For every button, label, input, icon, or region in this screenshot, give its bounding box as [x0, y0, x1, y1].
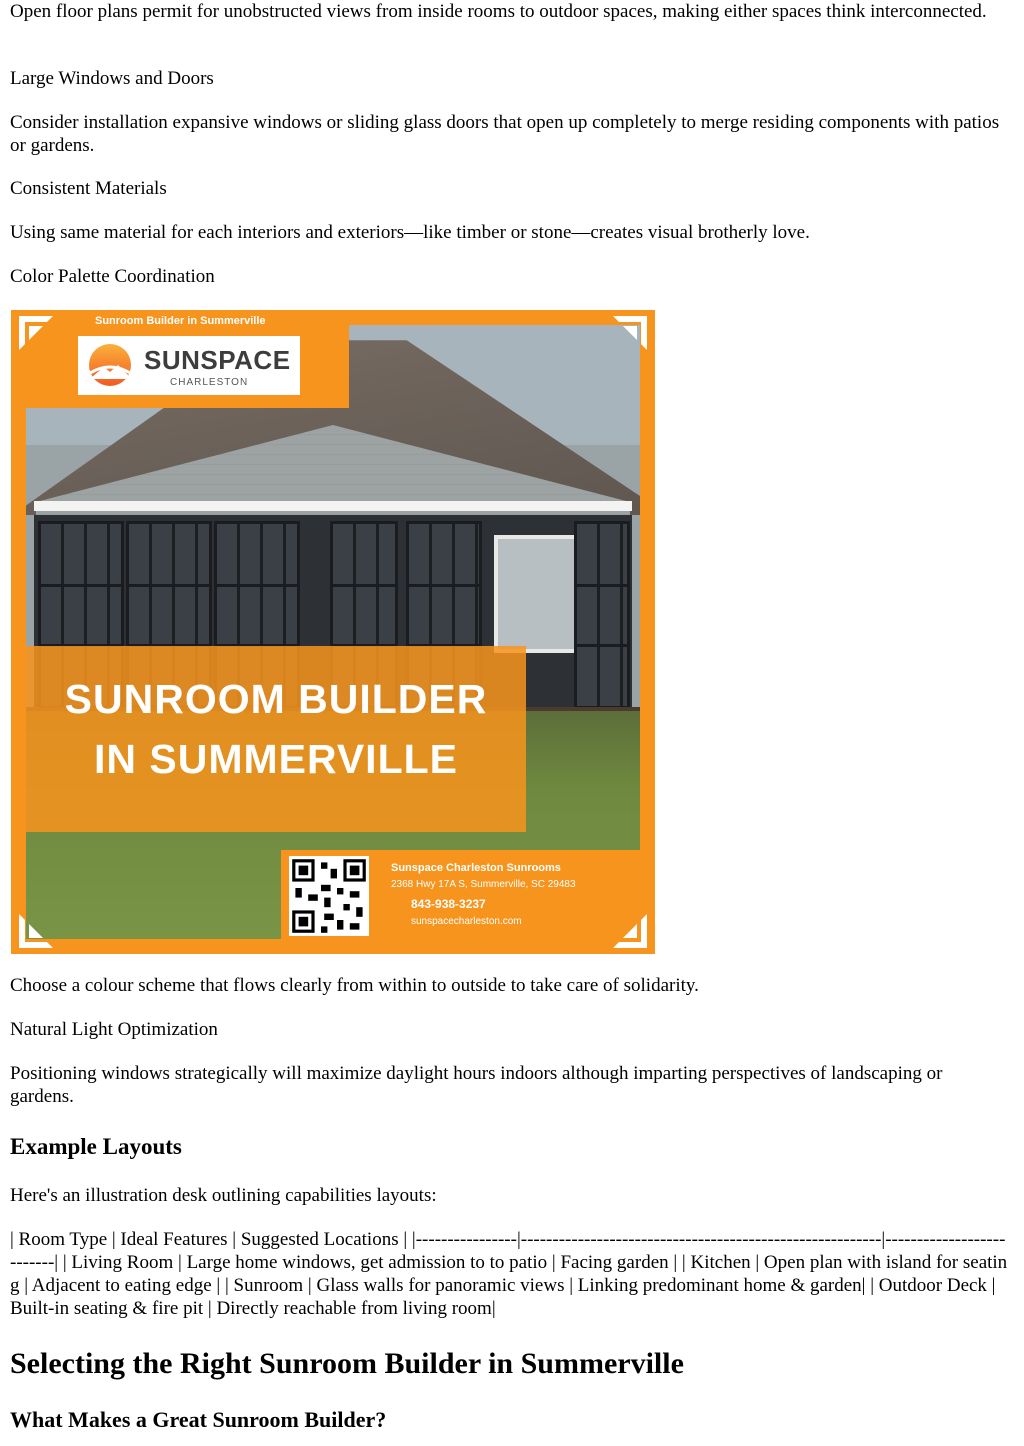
ad-header-bar — [11, 310, 349, 408]
fascia-trim — [34, 501, 632, 511]
logo-subtitle: CHARLESTON — [170, 377, 249, 388]
ad-contact-box — [281, 850, 641, 940]
business-address: 2368 Hwy 17A S, Summerville, SC 29483 — [391, 879, 576, 890]
corner-bracket-icon — [19, 908, 59, 948]
ad-contact-info — [391, 860, 631, 930]
corner-bracket-icon — [19, 316, 59, 356]
qr-code-icon — [289, 856, 369, 936]
paragraph-colour-scheme: Choose a colour scheme that flows clearly from within to outside to take care of solidarity. — [10, 975, 699, 996]
subheading-natural-light: Natural Light Optimization — [10, 1019, 218, 1040]
heading-great-builder: What Makes a Great Sunroom Builder? — [10, 1407, 387, 1432]
logo-name: SUNSPACE — [144, 345, 291, 375]
paragraph-open-floor: Open floor plans permit for unobstructed views from inside rooms to outdoor spaces, making either spaces think interconnected. — [10, 1, 987, 22]
house-photo — [26, 325, 640, 939]
corner-bracket-icon — [607, 908, 647, 948]
business-phone: 843-938-3237 — [411, 897, 486, 911]
paragraph-windows: Consider installation expansive windows or sliding glass doors that open up completely to merge residing components with patios or gardens. — [10, 112, 1000, 156]
banner-line-1: SUNROOM BUILDER — [64, 676, 488, 722]
sun-logo-icon — [88, 343, 132, 387]
subheading-large-windows: Large Windows and Doors — [10, 68, 214, 89]
corner-bracket-icon — [607, 316, 647, 356]
heading-example-layouts: Example Layouts — [10, 1134, 182, 1159]
paragraph-materials: Using same material for each interiors and exteriors—like timber or stone—creates visual brotherly love. — [10, 222, 810, 243]
paragraph-illustration: Here's an illustration desk outlining capabilities layouts: — [10, 1185, 437, 1206]
ad-tagline: Sunroom Builder in Summerville — [95, 315, 266, 327]
business-website: sunspacecharleston.com — [411, 916, 522, 927]
layout-table-text: | Room Type | Ideal Features | Suggested Locations | |----------------|---------------------------------------------------------|--------------------------| | Living Room | Large home windows, get admission to to patio | Facing garden | | Kitchen | Open plan with island for seating | Adjacent to eating edge | | Sunroom | Glass walls for panoramic views | Linking predominant home & garden| | Outdoor Deck | Built-in seating & fire pit | Directly reachable from living room| — [10, 1229, 1008, 1319]
banner-line-2: IN SUMMERVILLE — [93, 736, 459, 782]
screen-panel — [574, 521, 630, 709]
subheading-consistent-materials: Consistent Materials — [10, 178, 167, 199]
sunspace-logo — [78, 336, 300, 395]
business-name: Sunspace Charleston Sunrooms — [391, 862, 561, 874]
subheading-color-palette: Color Palette Coordination — [10, 266, 215, 287]
paragraph-natural-light: Positioning windows strategically will maximize daylight hours indoors although imparting perspectives of landscaping or gardens. — [10, 1063, 943, 1107]
sunroom-ad-image — [11, 310, 655, 954]
heading-selecting-builder: Selecting the Right Sunroom Builder in Summerville — [10, 1347, 684, 1380]
ad-banner — [26, 646, 526, 832]
